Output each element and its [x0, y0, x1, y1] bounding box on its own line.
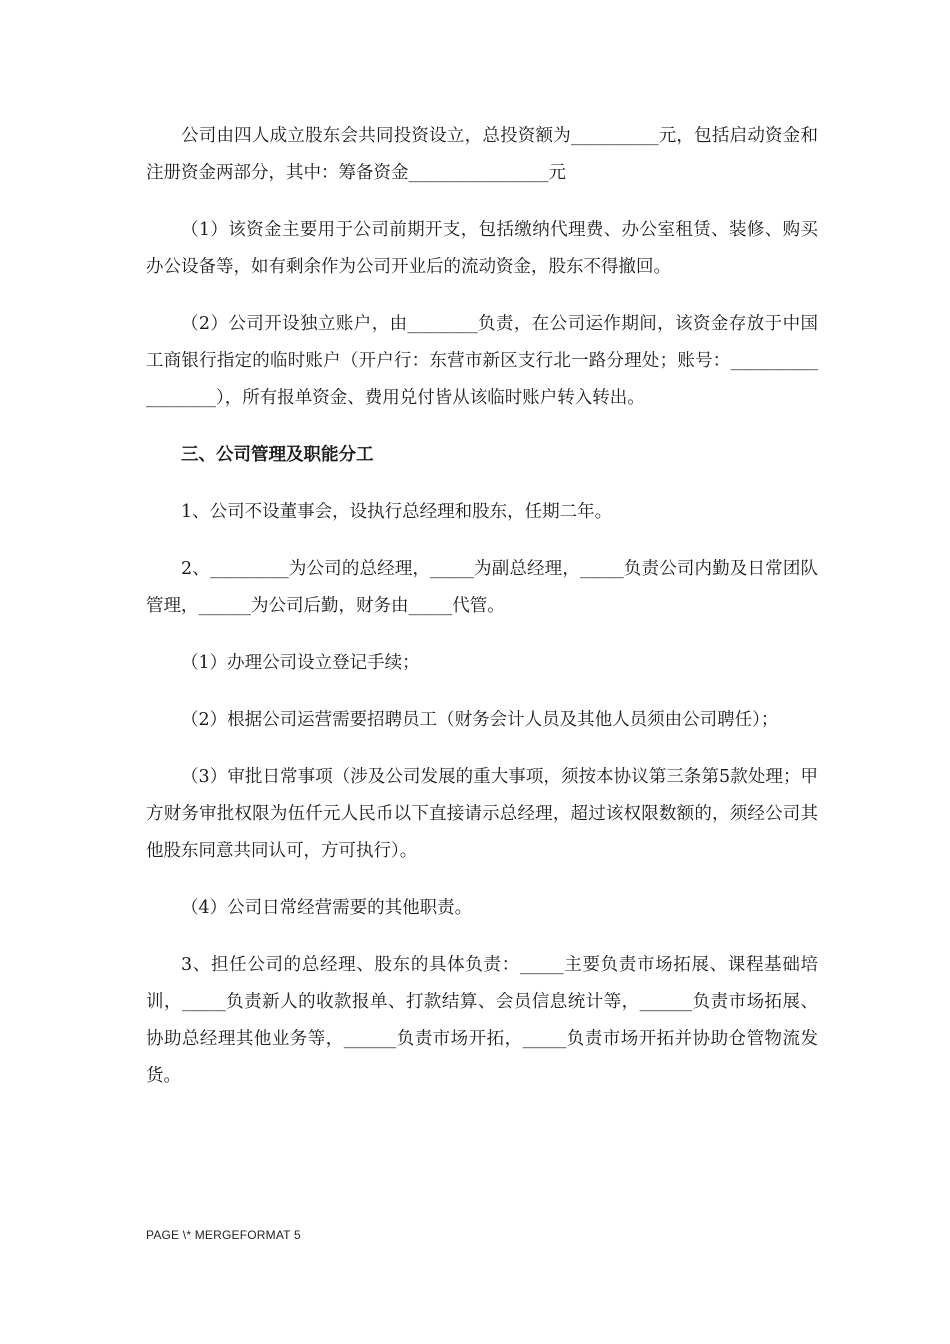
paragraph-no-board: 1、公司不设董事会，设执行总经理和股东，任期二年。: [181, 502, 613, 522]
section-heading-management: 三、公司管理及职能分工: [181, 445, 374, 465]
paragraph-duty-hiring: （2）根据公司运营需要招聘员工（财务会计人员及其他人员须由公司聘任）；: [181, 710, 779, 730]
paragraph-account: （2）公司开设独立账户，由________负责，在公司运作期间，该资金存放于中国工商银行指定的临时账户（开户行：东营市新区支行北一路分理处；账号：__________________），所有报单资金、费用兑付皆从该临时账户转入转出。: [146, 314, 818, 408]
paragraph-roles: 2、_________为公司的总经理，_____为副总经理，_____负责公司内勤及日常团队管理，______为公司后勤，财务由_____代管。: [146, 559, 818, 616]
paragraph-duty-registration: （1）办理公司设立登记手续；: [181, 653, 420, 673]
paragraph-investment: 公司由四人成立股东会共同投资设立，总投资额为__________元，包括启动资金和注册资金两部分，其中：筹备资金________________元: [146, 126, 818, 183]
paragraph-responsibilities: 3、担任公司的总经理、股东的具体负责：_____主要负责市场拓展、课程基础培训，_____负责新人的收款报单、打款结算、会员信息统计等，______负责市场拓展、协助总经理其他业务等，______负责市场开拓，_____负责市场开拓并协助仓管物流发货。: [146, 955, 818, 1086]
paragraph-duty-other: （4）公司日常经营需要的其他职责。: [181, 898, 473, 918]
page-footer: PAGE \* MERGEFORMAT 5: [146, 1228, 301, 1242]
paragraph-fund-usage: （1）该资金主要用于公司前期开支，包括缴纳代理费、办公室租赁、装修、购买办公设备等，如有剩余作为公司开业后的流动资金，股东不得撤回。: [146, 220, 818, 277]
document-body: [146, 118, 818, 1115]
paragraph-duty-approval: （3）审批日常事项（涉及公司发展的重大事项，须按本协议第三条第5款处理；甲方财务审批权限为伍仟元人民币以下直接请示总经理，超过该权限数额的，须经公司其他股东同意共同认可，方可执行）。: [146, 767, 818, 861]
